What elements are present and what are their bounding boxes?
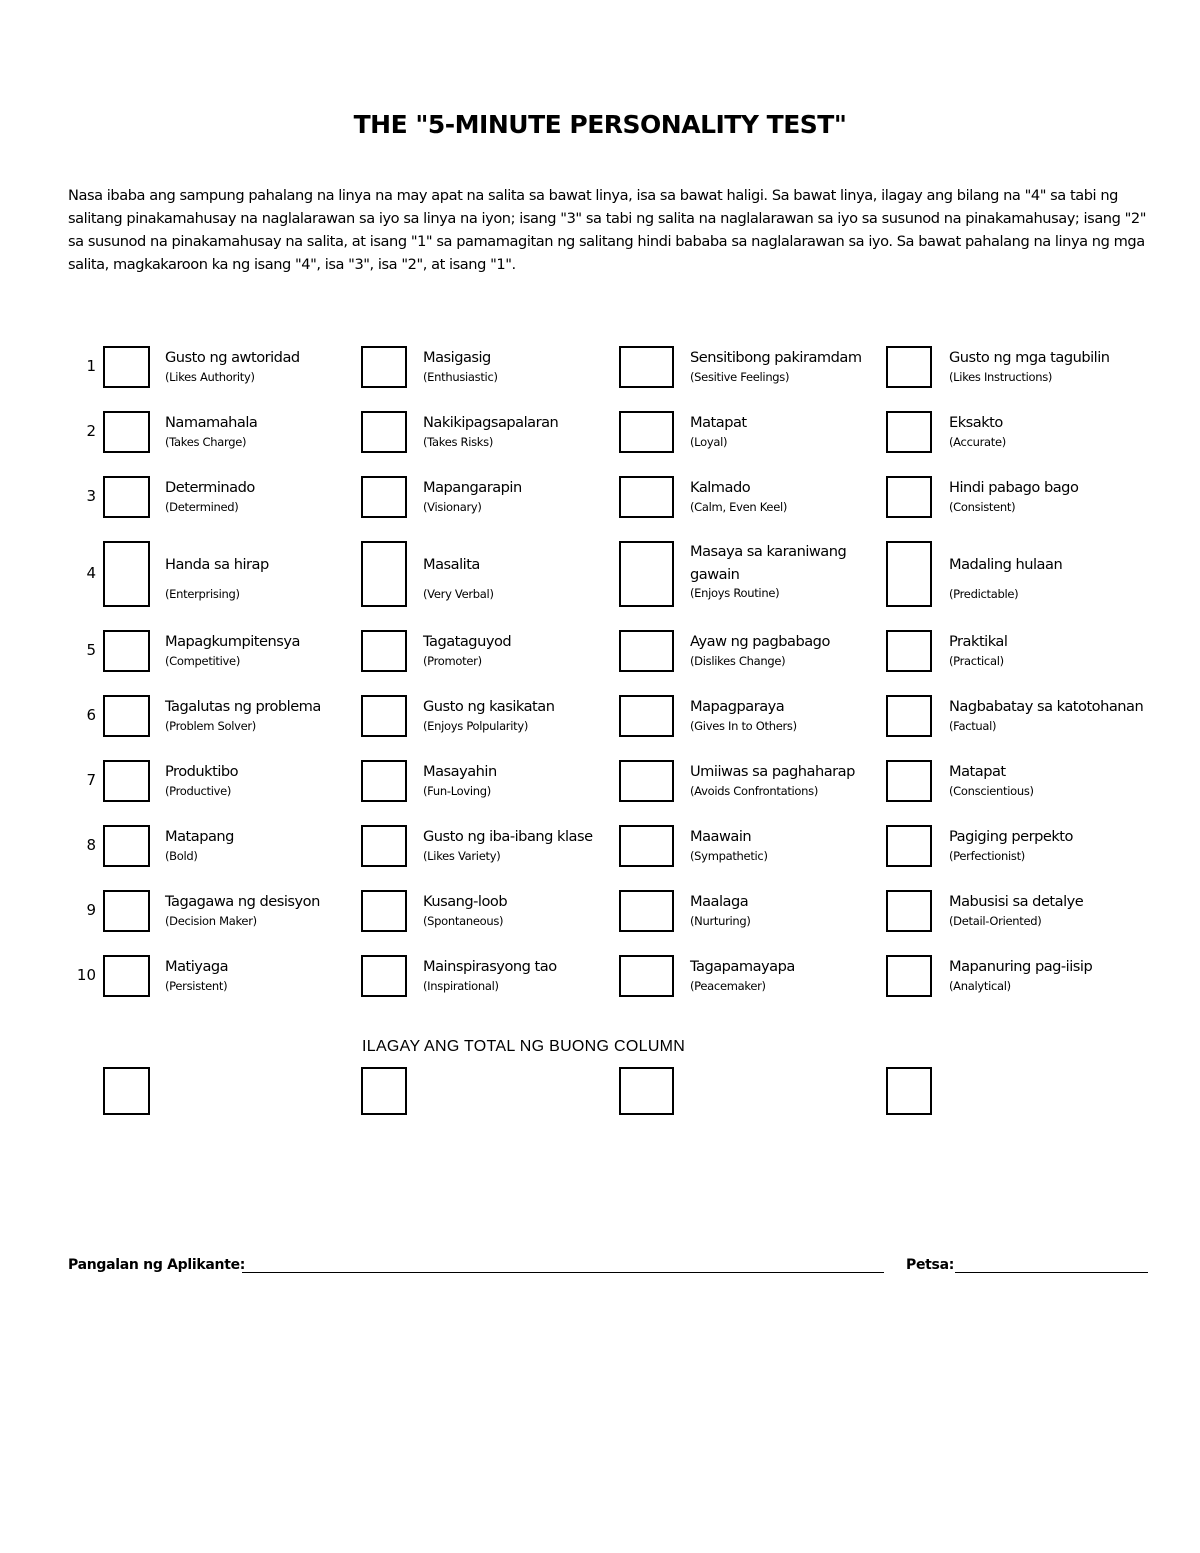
- rank-box[interactable]: [361, 476, 407, 518]
- rank-box[interactable]: [361, 346, 407, 388]
- question-row: [0, 411, 1200, 453]
- trait-filipino: Matapang: [165, 828, 234, 845]
- date-field[interactable]: [955, 1272, 1148, 1273]
- row-number: 3: [86, 487, 96, 505]
- trait-filipino: Matapat: [690, 414, 747, 431]
- rank-box[interactable]: [103, 630, 150, 672]
- rank-box[interactable]: [619, 890, 674, 932]
- rank-box[interactable]: [103, 541, 150, 607]
- instructions: Nasa ibaba ang sampung pahalang na linya na may apat na salita sa bawat linya, isa sa bawat haligi. Sa bawat linya, ilagay ang bilang na "4" sa tabi ng salitang pinakamahusay na naglalarawan sa iyo sa linya na iyon; isang "3" sa tabi ng salita na naglalarawan sa iyo sa susunod na pinakamahusay; isang "2" sa susunod na pinakamahusay na salita, at isang "1" sa pamamagitan ng salitang hindi bababa sa naglalarawan sa iyo. Sa bawat pahalang na linya ng mga salita, magkakaroon ka ng isang "4", isa "3", isa "2", at isang "1".: [68, 187, 1146, 273]
- trait-english: (Likes Variety): [423, 849, 501, 863]
- trait-english: (Avoids Confrontations): [690, 784, 819, 798]
- row-number: 5: [86, 641, 96, 659]
- trait-english: (Enjoys Routine): [690, 586, 780, 600]
- trait-english: (Predictable): [949, 587, 1019, 601]
- trait-filipino: Gusto ng kasikatan: [423, 698, 555, 715]
- question-row: [0, 541, 1200, 607]
- question-row: [0, 695, 1200, 737]
- rank-box[interactable]: [103, 695, 150, 737]
- trait-filipino: Mainspirasyong tao: [423, 958, 557, 975]
- trait-english: (Spontaneous): [423, 914, 504, 928]
- trait-english: (Competitive): [165, 654, 241, 668]
- trait-filipino: Tagagawa ng desisyon: [165, 893, 320, 910]
- trait-filipino: Mapagkumpitensya: [165, 633, 300, 650]
- trait-item: [949, 955, 1199, 994]
- trait-filipino: Namamahala: [165, 414, 258, 431]
- row-number: 4: [86, 564, 96, 582]
- trait-filipino: Tagapamayapa: [690, 958, 795, 975]
- trait-filipino: Determinado: [165, 479, 255, 496]
- rank-box[interactable]: [886, 760, 932, 802]
- trait-item: [949, 346, 1199, 385]
- trait-filipino: Mapanuring pag-iisip: [949, 958, 1093, 975]
- trait-english: (Likes Authority): [165, 370, 255, 384]
- trait-english: (Very Verbal): [423, 587, 494, 601]
- trait-english: (Sesitive Feelings): [690, 370, 790, 384]
- question-row: [0, 346, 1200, 388]
- question-row: [0, 476, 1200, 518]
- row-number: 8: [86, 836, 96, 854]
- rank-box[interactable]: [361, 955, 407, 997]
- trait-filipino: Madaling hulaan: [949, 556, 1063, 573]
- trait-english: (Takes Risks): [423, 435, 494, 449]
- trait-english: (Bold): [165, 849, 198, 863]
- trait-filipino: Matiyaga: [165, 958, 229, 975]
- trait-filipino: Nagbabatay sa katotohanan: [949, 698, 1144, 715]
- trait-filipino: Eksakto: [949, 414, 1003, 431]
- total-box-2[interactable]: [361, 1067, 407, 1115]
- trait-item: [949, 760, 1199, 799]
- trait-english: (Visionary): [423, 500, 482, 514]
- trait-filipino: Masaya sa karaniwang gawain: [690, 543, 847, 583]
- question-row: [0, 825, 1200, 867]
- trait-filipino: Produktibo: [165, 763, 239, 780]
- trait-english: (Accurate): [949, 435, 1006, 449]
- trait-english: (Fun-Loving): [423, 784, 491, 798]
- trait-english: (Nurturing): [690, 914, 751, 928]
- trait-filipino: Nakikipagsapalaran: [423, 414, 559, 431]
- applicant-name-field[interactable]: [242, 1272, 884, 1273]
- rank-box[interactable]: [619, 346, 674, 388]
- rank-box[interactable]: [886, 630, 932, 672]
- rank-box[interactable]: [619, 476, 674, 518]
- question-row: [0, 760, 1200, 802]
- trait-english: (Enthusiastic): [423, 370, 498, 384]
- trait-english: (Enjoys Polpularity): [423, 719, 529, 733]
- trait-english: (Detail-Oriented): [949, 914, 1042, 928]
- trait-english: (Sympathetic): [690, 849, 768, 863]
- trait-filipino: Handa sa hirap: [165, 556, 269, 573]
- rank-box[interactable]: [103, 760, 150, 802]
- trait-filipino: Sensitibong pakiramdam: [690, 349, 862, 366]
- trait-filipino: Hindi pabago bago: [949, 479, 1079, 496]
- rank-box[interactable]: [886, 695, 932, 737]
- trait-filipino: Maawain: [690, 828, 752, 845]
- row-number: 2: [86, 422, 96, 440]
- trait-english: (Practical): [949, 654, 1004, 668]
- trait-item: [949, 411, 1199, 450]
- rank-box[interactable]: [103, 411, 150, 453]
- rank-box[interactable]: [361, 411, 407, 453]
- rank-box[interactable]: [886, 955, 932, 997]
- rank-box[interactable]: [361, 760, 407, 802]
- trait-english: (Decision Maker): [165, 914, 257, 928]
- rank-box[interactable]: [361, 825, 407, 867]
- rank-box[interactable]: [619, 411, 674, 453]
- trait-filipino: Kusang-loob: [423, 893, 508, 910]
- trait-english: (Dislikes Change): [690, 654, 786, 668]
- rank-box[interactable]: [361, 630, 407, 672]
- trait-filipino: Mapangarapin: [423, 479, 522, 496]
- trait-filipino: Maalaga: [690, 893, 749, 910]
- trait-filipino: Masayahin: [423, 763, 497, 780]
- trait-english: (Takes Charge): [165, 435, 247, 449]
- trait-english: (Calm, Even Keel): [690, 500, 788, 514]
- rank-box[interactable]: [361, 695, 407, 737]
- trait-english: (Inspirational): [423, 979, 499, 993]
- question-row: [0, 630, 1200, 672]
- trait-item: [949, 695, 1199, 734]
- trait-filipino: Matapat: [949, 763, 1006, 780]
- trait-english: (Gives In to Others): [690, 719, 797, 733]
- trait-english: (Consistent): [949, 500, 1016, 514]
- trait-item: [949, 890, 1199, 929]
- trait-filipino: Masalita: [423, 556, 480, 573]
- rank-box[interactable]: [103, 955, 150, 997]
- trait-filipino: Mabusisi sa detalye: [949, 893, 1084, 910]
- rank-box[interactable]: [886, 476, 932, 518]
- trait-filipino: Praktikal: [949, 633, 1008, 650]
- row-number: 9: [86, 901, 96, 919]
- trait-english: (Persistent): [165, 979, 228, 993]
- trait-filipino: Pagiging perpekto: [949, 828, 1073, 845]
- rank-box[interactable]: [619, 695, 674, 737]
- trait-filipino: Gusto ng mga tagubilin: [949, 349, 1110, 366]
- rank-box[interactable]: [103, 476, 150, 518]
- trait-filipino: Gusto ng iba-ibang klase: [423, 828, 593, 845]
- trait-filipino: Kalmado: [690, 479, 751, 496]
- row-number: 6: [86, 706, 96, 724]
- trait-english: (Productive): [165, 784, 232, 798]
- trait-english: (Determined): [165, 500, 239, 514]
- trait-filipino: Mapagparaya: [690, 698, 785, 715]
- row-number: 1: [86, 357, 96, 375]
- rank-box[interactable]: [103, 890, 150, 932]
- rank-box[interactable]: [619, 955, 674, 997]
- rank-box[interactable]: [103, 346, 150, 388]
- trait-item: [949, 476, 1199, 515]
- row-number: 7: [86, 771, 96, 789]
- trait-english: (Likes Instructions): [949, 370, 1053, 384]
- rank-box[interactable]: [619, 630, 674, 672]
- rank-box[interactable]: [886, 411, 932, 453]
- trait-english: (Loyal): [690, 435, 728, 449]
- trait-english: (Conscientious): [949, 784, 1034, 798]
- trait-english: (Peacemaker): [690, 979, 766, 993]
- trait-filipino: Ayaw ng pagbabago: [690, 633, 830, 650]
- trait-english: (Analytical): [949, 979, 1011, 993]
- trait-english: (Promoter): [423, 654, 482, 668]
- date-label: Petsa:: [906, 1257, 955, 1273]
- rank-box[interactable]: [361, 541, 407, 607]
- rank-box[interactable]: [619, 825, 674, 867]
- trait-item: [949, 541, 1199, 602]
- trait-english: (Problem Solver): [165, 719, 256, 733]
- rank-box[interactable]: [886, 346, 932, 388]
- trait-filipino: Tagalutas ng problema: [165, 698, 321, 715]
- trait-filipino: Gusto ng awtoridad: [165, 349, 300, 366]
- question-row: [0, 890, 1200, 932]
- rank-box[interactable]: [619, 760, 674, 802]
- total-label: ILAGAY ANG TOTAL NG BUONG COLUMN: [362, 1038, 686, 1055]
- rank-box[interactable]: [886, 825, 932, 867]
- rank-box[interactable]: [103, 825, 150, 867]
- rank-box[interactable]: [886, 541, 932, 607]
- trait-item: [949, 825, 1199, 864]
- trait-english: (Enterprising): [165, 587, 240, 601]
- question-row: [0, 955, 1200, 997]
- applicant-name-label: Pangalan ng Aplikante:: [68, 1257, 246, 1273]
- trait-item: [949, 630, 1199, 669]
- rank-box[interactable]: [886, 890, 932, 932]
- trait-filipino: Tagataguyod: [423, 633, 512, 650]
- trait-filipino: Masigasig: [423, 349, 491, 366]
- trait-english: (Factual): [949, 719, 997, 733]
- page-title: THE "5-MINUTE PERSONALITY TEST": [353, 110, 847, 139]
- trait-filipino: Umiiwas sa paghaharap: [690, 763, 855, 780]
- total-box-4[interactable]: [886, 1067, 932, 1115]
- total-box-3[interactable]: [619, 1067, 674, 1115]
- row-number: 10: [76, 966, 96, 984]
- rank-box[interactable]: [361, 890, 407, 932]
- total-box-1[interactable]: [103, 1067, 150, 1115]
- trait-english: (Perfectionist): [949, 849, 1025, 863]
- rank-box[interactable]: [619, 541, 674, 607]
